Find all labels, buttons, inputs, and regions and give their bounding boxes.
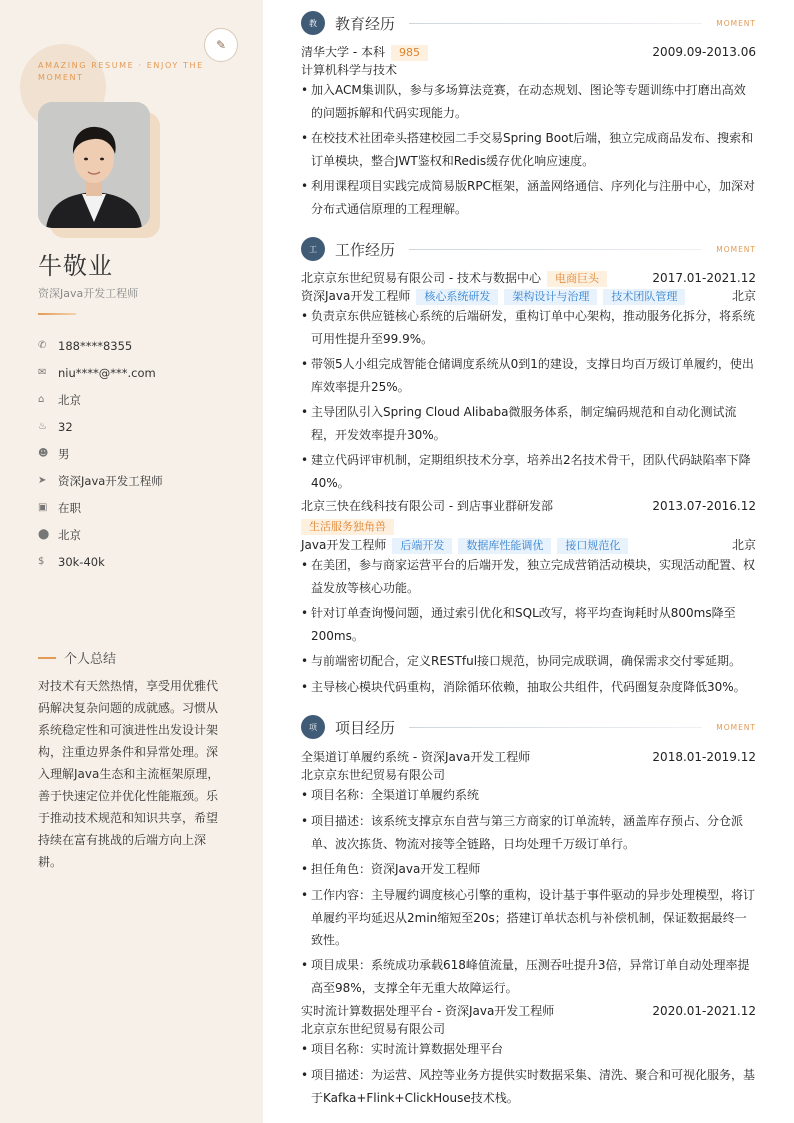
school-tag: 985 [391, 45, 428, 61]
skill-chip: 接口规范化 [557, 538, 628, 554]
list-item: • 加入ACM集训队，参与多场算法竞赛，在动态规划、图论等专题训练中打磨出高效的问题拆解和代码实现能力。 [301, 83, 746, 120]
education-badge: 教 [301, 11, 325, 35]
list-item: • 利用课程项目实践完成简易版RPC框架，涵盖网络通信、序列化与注册中心，加深对分布式通信原理的工程理解。 [301, 179, 755, 216]
info-text: 在职 [58, 500, 81, 515]
info-text: 资深Java开发工程师 [58, 473, 163, 488]
project-name-row [301, 748, 756, 766]
mail-icon: ✉ [38, 367, 47, 378]
list-item: • 主导团队引入Spring Cloud Alibaba微服务体系，制定编码规范和自动化测试流程，开发效率提升30%。 [301, 405, 737, 442]
info-email [38, 359, 163, 386]
project-name: 实时流计算数据处理平台 - 资深Java开发工程师 [301, 1004, 555, 1018]
list-item: • 建立代码评审机制，定期组织技术分享，培养出2名技术骨干，团队代码缺陷率下降40%。 [301, 453, 751, 490]
person-name: 牛敬业 [38, 252, 113, 280]
project-date: 2018.01-2019.12 [652, 750, 756, 764]
work-title: 工作经历 [335, 240, 396, 259]
list-item: • 负责京东供应链核心系统的后端研发，重构订单中心架构，推动服务化拆分，将系统可用性提升至99.9%。 [301, 309, 756, 346]
company-tag: 电商巨头 [547, 271, 607, 287]
list-item: • 与前端密切配合，定义RESTful接口规范，协同完成联调，确保需求交付零延期。 [301, 654, 742, 668]
info-text: 188****8355 [58, 338, 133, 353]
list-item: • 项目描述：该系统支撑京东自营与第三方商家的订单流转，涵盖库存预占、分仓派单、波次拣货、物流对接等全链路，日均处理千万级订单行。 [301, 814, 744, 851]
project-badge: 项 [301, 715, 325, 739]
list-item: • 项目描述：为运营、风控等业务方提供实时数据采集、清洗、聚合和可视化服务，基于Kafka+Flink+ClickHouse技术栈。 [301, 1068, 756, 1105]
section-divider [409, 249, 702, 250]
section-divider [409, 23, 702, 24]
avatar-portrait [38, 102, 150, 228]
project-name: 全渠道订单履约系统 - 资深Java开发工程师 [301, 750, 531, 764]
work-tag-row [301, 517, 756, 535]
info-text: 30k-40k [58, 554, 105, 569]
education-school-row [301, 43, 756, 61]
moment-tag: MOMENT [716, 244, 756, 254]
info-location [38, 521, 163, 548]
education-date: 2009.09-2013.06 [652, 45, 756, 59]
work-role: 资深Java开发工程师 [301, 289, 411, 303]
summary-title: 个人总结 [64, 652, 117, 667]
info-target-role [38, 467, 163, 494]
section-project-heading [301, 715, 756, 739]
work-date: 2013.07-2016.12 [652, 499, 756, 513]
work-city: 北京 [731, 538, 756, 552]
list-item: • 项目名称：实时流计算数据处理平台 [301, 1042, 504, 1056]
info-text: 北京 [58, 392, 81, 407]
info-age [38, 413, 163, 440]
project-date: 2020.01-2021.12 [652, 1004, 756, 1018]
section-divider [409, 727, 702, 728]
company-tag: 生活服务独角兽 [301, 519, 394, 535]
list-item: • 在校技术社团牵头搭建校园二手交易Spring Boot后端，独立完成商品发布、搜索和订单模块，整合JWT鉴权和Redis缓存优化响应速度。 [301, 131, 754, 168]
summary-heading [38, 648, 116, 667]
gender-icon: ☻ [38, 448, 49, 459]
avatar [38, 102, 150, 228]
company-name: 北京三快在线科技有限公司 - 到店事业群研发部 [301, 499, 553, 513]
job-title: 资深Java开发工程师 [38, 287, 139, 300]
edit-button[interactable] [204, 28, 238, 62]
summary-bar [38, 657, 56, 659]
list-item: • 工作内容：主导履约调度核心引擎的重构，设计基于事件驱动的异步处理模型，将订单履约平均延迟从2min缩短至20s；搭建订单状态机与补偿机制，保证数据最终一致性。 [301, 888, 756, 947]
skill-chip: 数据库性能调优 [458, 538, 551, 554]
list-item: • 项目名称：全渠道订单履约系统 [301, 788, 480, 802]
work-role-row [301, 287, 756, 305]
list-item: • 带领5人小组完成智能仓储调度系统从0到1的建设，支撑日均百万级订单履约，使出库效率提升25%。 [301, 357, 754, 394]
cake-icon: ♨ [38, 421, 47, 432]
tagline: AMAZING RESUME · ENJOY THE MOMENT [38, 61, 204, 82]
sidebar [0, 0, 263, 1123]
company-name: 北京京东世纪贸易有限公司 - 技术与数据中心 [301, 271, 541, 285]
education-major: 计算机科学与技术 [301, 63, 398, 77]
work-city: 北京 [731, 289, 756, 303]
work-role: Java开发工程师 [301, 538, 387, 552]
project-name-row [301, 1002, 756, 1020]
skill-chip: 核心系统研发 [416, 289, 498, 305]
home-icon: ⌂ [38, 394, 45, 405]
section-work-heading [301, 237, 756, 261]
info-text: 32 [58, 419, 73, 434]
list-item: • 在美团，参与商家运营平台的后端开发，独立完成营销活动模块，实现活动配置、权益发放等核心功能。 [301, 558, 756, 595]
info-text: 男 [58, 446, 70, 461]
list-item: • 主导核心模块代码重构，消除循环依赖，抽取公共组件，代码圈复杂度降低30%。 [301, 680, 746, 694]
work-role-row [301, 536, 756, 554]
phone-icon: ✆ [38, 340, 47, 351]
section-education-heading [301, 11, 756, 35]
location-icon: ⬤ [38, 529, 50, 540]
list-item: • 项目成果：系统成功承载618峰值流量，压测吞吐提升3倍，异常订单自动处理率提高至98%，支撑全年无重大故障运行。 [301, 958, 750, 995]
school-name: 清华大学 - 本科 [301, 45, 385, 59]
project-title: 项目经历 [335, 718, 396, 737]
contact-info-list [38, 332, 163, 575]
moment-tag: MOMENT [716, 722, 756, 732]
education-title: 教育经历 [335, 14, 396, 33]
info-text: 北京 [58, 527, 81, 542]
work-company-row [301, 269, 756, 287]
pen-icon: ✎ [215, 38, 227, 52]
info-text: niu****@***.com [58, 365, 156, 380]
work-company-row [301, 497, 756, 515]
info-status [38, 494, 163, 521]
salary-icon: $ [38, 556, 45, 567]
list-item: • 针对订单查询慢问题，通过索引优化和SQL改写，将平均查询耗时从800ms降至200ms。 [301, 606, 736, 643]
skill-chip: 技术团队管理 [603, 289, 685, 305]
send-icon: ➤ [38, 475, 47, 486]
list-item: • 担任角色：资深Java开发工程师 [301, 862, 481, 876]
project-company: 北京京东世纪贸易有限公司 [301, 1022, 446, 1036]
skill-chip: 架构设计与治理 [504, 289, 597, 305]
briefcase-icon: ▣ [38, 502, 48, 513]
summary-text: 对技术有天然热情，享受用优雅代码解决复杂问题的成就感。习惯从系统稳定性和可演进性出发设计架构，注重边界条件和异常处理。深入理解Java生态和主流框架原理，善于快速定位并优化性能瓶颈。乐于推动技术规范和知识共享，希望持续在富有挑战的后端方向上深耕。 [38, 679, 220, 869]
info-phone [38, 332, 163, 359]
info-gender [38, 440, 163, 467]
info-hometown [38, 386, 163, 413]
info-salary [38, 548, 163, 575]
moment-tag: MOMENT [716, 18, 756, 28]
work-badge: 工 [301, 237, 325, 261]
project-company: 北京京东世纪贸易有限公司 [301, 768, 446, 782]
skill-chip: 后端开发 [392, 538, 452, 554]
accent-divider [38, 313, 76, 315]
work-date: 2017.01-2021.12 [652, 271, 756, 285]
